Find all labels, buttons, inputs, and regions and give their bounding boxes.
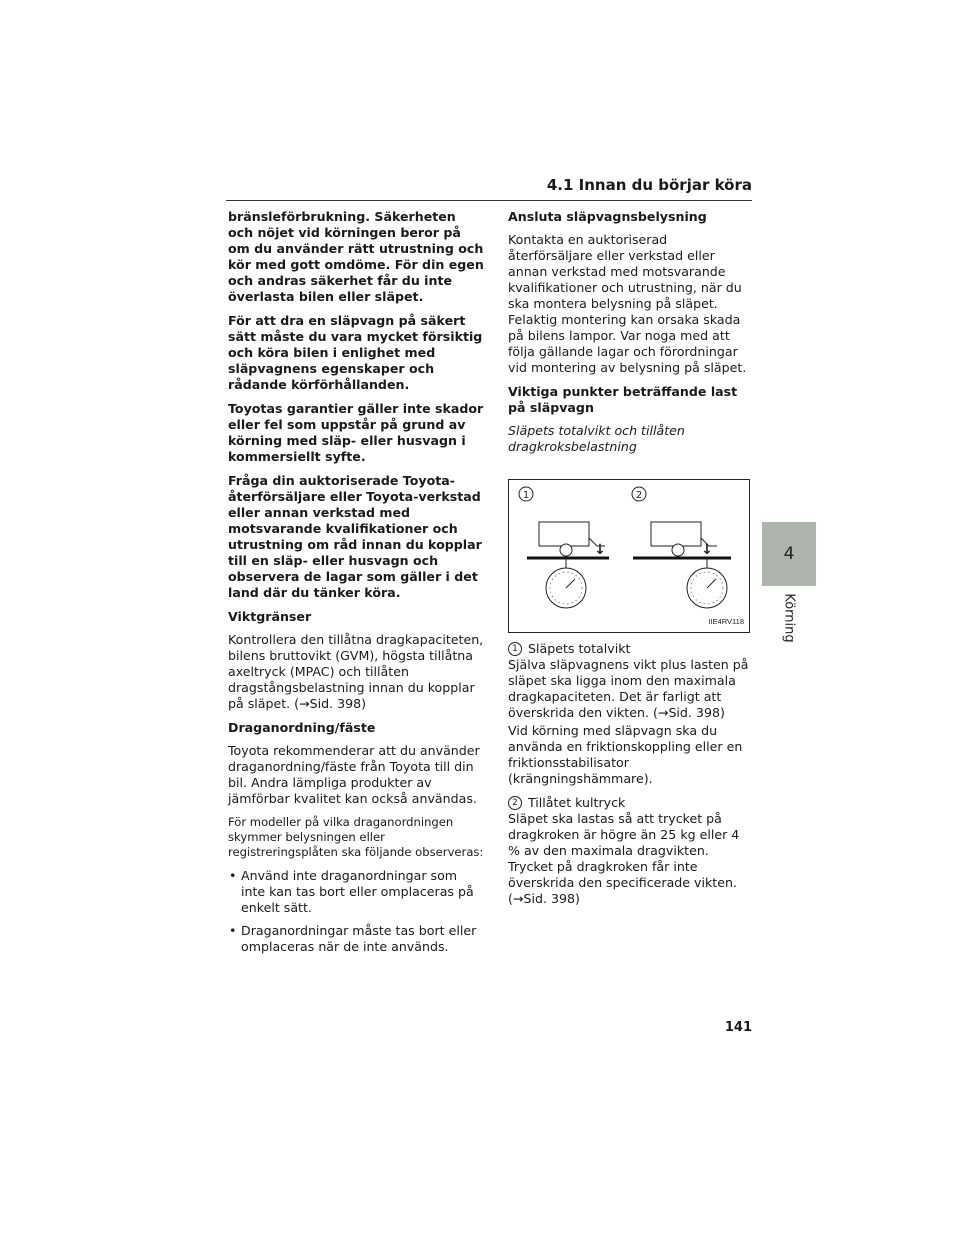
trailer-load-figure xyxy=(508,479,750,633)
weight-limits-heading: Viktgränser xyxy=(228,609,312,624)
list-item: • Använd inte draganordningar som inte kan tas bort eller omplaceras på enkelt sätt. xyxy=(228,868,484,916)
item-1-title: Släpets totalvikt xyxy=(528,641,631,656)
hitch-bullet-list xyxy=(228,868,484,955)
warning-paragraph: bränsleförbrukning. Säkerheten och nöjet vid körningen beror på om du använder rätt utrustning och kör med gott omdöme. För din egen och andras säkerhet får du inte överlasta bilen eller släpet. xyxy=(228,209,484,304)
warning-paragraph: Toyotas garantier gäller inte skador eller fel som uppstår på grund av körning med släp- eller husvagn i kommersiellt syfte. xyxy=(228,401,484,464)
item-2-caption xyxy=(508,795,754,811)
item-2-title: Tillåtet kultryck xyxy=(528,795,626,810)
trailer-wheel-icon xyxy=(560,544,572,556)
trailer-body-icon xyxy=(539,522,589,546)
load-subheading: Släpets totalvikt och tillåten dragkroksbelastning xyxy=(508,423,685,454)
callout-label-2: 2 xyxy=(635,490,643,501)
lighting-heading: Ansluta släpvagnsbelysning xyxy=(508,209,707,224)
trailer-wheel-icon xyxy=(672,544,684,556)
section-header: 4.1 Innan du börjar köra xyxy=(226,176,752,201)
load-heading: Viktiga punkter beträffande last på släpvagn xyxy=(508,384,738,415)
lighting-text: Kontakta en auktoriserad återförsäljare eller verkstad eller annan verkstad med motsvarande kvalifikationer och utrustning, när du ska montera belysning på släpet. Felaktig montering kan orsaka skada på bilens lampor. Var noga med att följa gällande lagar och förordningar vid montering av belysning på släpet. xyxy=(508,232,747,375)
right-column xyxy=(508,209,754,915)
chapter-label xyxy=(762,592,816,644)
warning-paragraph: För att dra en släpvagn på säkert sätt måste du vara mycket försiktig och köra bilen i enlighet med släpvagnens egenskaper och rådande körförhållanden. xyxy=(228,313,483,392)
hitch-note: För modeller på vilka draganordningen skymmer belysningen eller registreringsplåten ska följande observeras: xyxy=(228,815,484,859)
list-item: • Draganordningar måste tas bort eller omplaceras när de inte används. xyxy=(228,923,484,955)
item-1-number-icon: 1 xyxy=(508,642,522,656)
item-1-text-2: Vid körning med släpvagn ska du använda en friktionskoppling eller en friktionsstabilisator (krängningshämmare). xyxy=(508,723,743,786)
chapter-tab xyxy=(762,522,816,586)
left-column xyxy=(228,209,484,962)
hitch-text: Toyota rekommenderar att du använder draganordning/fäste från Toyota till din bil. Andra lämpliga produkter av jämförbar kvalitet kan också användas. xyxy=(228,743,480,806)
chapter-name: Körning xyxy=(781,593,797,643)
weight-limits-text: Kontrollera den tillåtna dragkapaciteten, bilens bruttovikt (GVM), högsta tillåtna axeltryck (MPAC) och tillåten dragstångsbelastning innan du kopplar på släpet. (→Sid. 398) xyxy=(228,632,484,711)
callout-label-1: 1 xyxy=(522,490,530,501)
item-2-text: Släpet ska lastas så att trycket på dragkroken är högre än 25 kg eller 4 % av den maximala dragvikten. Trycket på dragkroken får inte överskrida den specificerade vikten. (→Sid. 398) xyxy=(508,811,740,906)
page-number: 141 xyxy=(724,1020,752,1035)
item-1-text: Själva släpvagnens vikt plus lasten på släpet ska ligga inom den maximala dragkapaciteten. Det är farligt att överskrida den vikten. (→Sid. 398) xyxy=(508,657,749,720)
downward-force-icon: ↓ xyxy=(594,542,606,558)
figure-code: IIE4RV118 xyxy=(708,617,744,626)
trailer-scale-illustration xyxy=(509,480,751,634)
item-1-caption xyxy=(508,641,754,657)
hitch-heading: Draganordning/fäste xyxy=(228,720,376,735)
chapter-number: 4 xyxy=(783,544,795,564)
trailer-body-icon xyxy=(651,522,701,546)
item-2-number-icon: 2 xyxy=(508,796,522,810)
warning-paragraph: Fråga din auktoriserade Toyota-återförsäljare eller Toyota-verkstad eller annan verkstad med motsvarande kvalifikationer och utrustning om råd innan du kopplar till en släp- eller husvagn och observera de lagar som gäller i det land där du tänker köra. xyxy=(228,473,482,600)
downward-force-icon: ↓ xyxy=(701,542,713,558)
